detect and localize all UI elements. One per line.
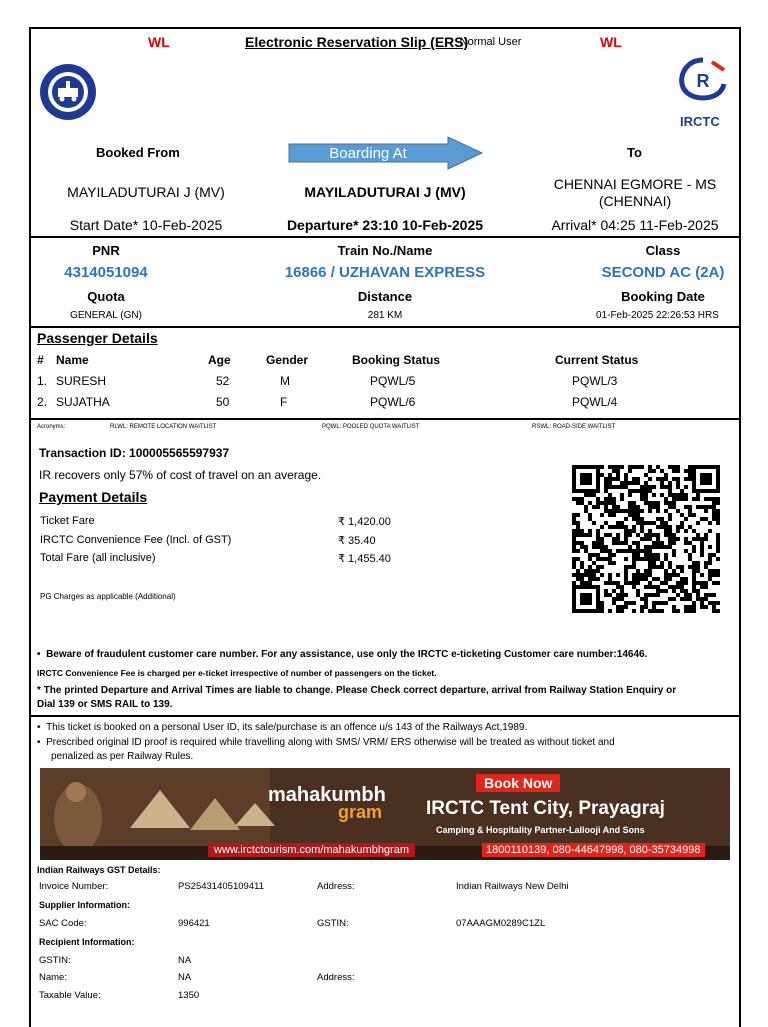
qr-module (640, 609, 644, 613)
qr-module (676, 529, 680, 533)
qr-module (692, 609, 696, 613)
taxable-value: 1350 (178, 990, 200, 1001)
qr-module (676, 537, 680, 541)
indian-railways-logo (38, 62, 98, 122)
qr-module (708, 521, 712, 525)
qr-module (708, 561, 712, 565)
recipient-name-label: Name: (39, 972, 67, 983)
qr-module (608, 609, 612, 613)
qr-module (704, 605, 708, 609)
booking-date-label: Booking Date (621, 289, 705, 304)
address-value: Indian Railways New Delhi (456, 881, 569, 892)
qr-module (648, 477, 652, 481)
divider (29, 326, 741, 328)
wl-left: WL (148, 34, 170, 50)
qr-module (596, 489, 600, 493)
class-label: Class (645, 243, 681, 258)
acronym-rswl: RSWL: ROAD-SIDE WAITLIST (532, 424, 616, 430)
qr-module (652, 485, 656, 489)
personal-id-notice (37, 722, 737, 733)
supplier-title: Supplier Information: (39, 900, 130, 910)
qr-module (684, 497, 688, 501)
qr-module (640, 465, 644, 469)
mahakumbh-banner[interactable] (40, 768, 730, 860)
qr-module (576, 513, 580, 517)
acronyms-label: Acronyms: (37, 424, 66, 430)
qr-module (648, 509, 652, 513)
qr-module (612, 553, 616, 557)
passenger-no: 1. (37, 374, 48, 388)
qr-module (668, 517, 672, 521)
passenger-name: SUJATHA (56, 395, 110, 409)
qr-module (624, 605, 628, 609)
qr-module (716, 557, 720, 561)
passenger-age: 50 (216, 395, 230, 409)
id-proof-notice (37, 737, 741, 748)
quota-value: GENERAL (GN) (70, 310, 142, 321)
passenger-name: SURESH (56, 374, 107, 388)
to-station-line2: (CHENNAI) (598, 193, 672, 209)
recipient-gstin-value: NA (178, 955, 192, 966)
qr-module (712, 593, 716, 597)
qr-module (704, 537, 708, 541)
start-date: Start Date* 10-Feb-2025 (69, 217, 223, 233)
qr-module (700, 573, 704, 577)
passenger-no: 2. (37, 395, 48, 409)
qr-module (680, 569, 684, 573)
passenger-booking-status: PQWL/5 (370, 374, 416, 388)
qr-module (716, 549, 720, 553)
qr-module (676, 469, 680, 473)
qr-module (696, 521, 700, 525)
convenience-notice: IRCTC Convenience Fee is charged per e-ticket irrespective of number of passengers on the ticket. (37, 668, 437, 678)
qr-module (624, 557, 628, 561)
acronym-rlwl: RLWL: REMOTE LOCATION WAITLIST (110, 424, 217, 430)
recipient-title: Recipient Information: (39, 937, 135, 947)
qr-module (628, 493, 632, 497)
banner-brand-line1: mahakumbh (268, 784, 386, 806)
banner-url-link[interactable]: www.irctctourism.com/mahakumbhgram (208, 843, 415, 857)
ticket-fare-label: Ticket Fare (40, 515, 95, 527)
qr-module (632, 609, 636, 613)
qr-module (600, 513, 604, 517)
qr-module (716, 501, 720, 505)
qr-module (612, 561, 616, 565)
qr-module (624, 593, 628, 597)
col-header-name: Name (56, 353, 89, 367)
qr-module (672, 553, 676, 557)
pnr-value: 4314051094 (64, 264, 148, 281)
col-header-gender: Gender (266, 353, 309, 367)
booking-date-value: 01-Feb-2025 22:26:53 HRS (596, 310, 719, 321)
qr-module (672, 541, 676, 545)
divider (29, 27, 741, 29)
qr-module (628, 533, 632, 537)
qr-module (668, 577, 672, 581)
qr-module (716, 521, 720, 525)
passenger-gender: M (280, 374, 290, 388)
page-title: Electronic Reservation Slip (ERS) (245, 34, 469, 50)
boarding-station: MAYILADUTURAI J (MV) (304, 184, 466, 200)
total-fare-label: Total Fare (all inclusive) (40, 552, 156, 564)
qr-module (620, 497, 624, 501)
qr-module (620, 609, 624, 613)
banner-headline: IRCTC Tent City, Prayagraj (426, 798, 665, 819)
qr-module (576, 549, 580, 553)
qr-module (596, 505, 600, 509)
qr-module (708, 545, 712, 549)
class-value: SECOND AC (2A) (601, 264, 725, 281)
qr-module (700, 553, 704, 557)
ticket-fare-value: ₹ 1,420.00 (338, 516, 391, 528)
qr-module (708, 529, 712, 533)
distance-value: 281 KM (367, 310, 403, 321)
distance-label: Distance (357, 289, 413, 304)
recovery-note: IR recovers only 57% of cost of travel on an average. (39, 468, 322, 482)
gstin-label: GSTIN: (317, 918, 349, 929)
qr-module (600, 525, 604, 529)
qr-module (684, 581, 688, 585)
qr-module (588, 533, 592, 537)
qr-module (716, 573, 720, 577)
address-label: Address: (317, 881, 355, 892)
qr-module (684, 485, 688, 489)
qr-module (640, 509, 644, 513)
qr-module (660, 609, 664, 613)
acronym-pqwl: PQWL: POOLED QUOTA WAITLIST (322, 424, 420, 430)
qr-module (596, 577, 600, 581)
qr-module (676, 609, 680, 613)
col-header-current-status: Current Status (555, 353, 639, 367)
convenience-fee-label: IRCTC Convenience Fee (Incl. of GST) (40, 534, 232, 546)
banner-subline: Camping & Hospitality Partner-Lallooji And Sons (436, 825, 645, 835)
book-now-button[interactable]: Book Now (476, 774, 560, 792)
qr-module (652, 469, 656, 473)
qr-module (588, 481, 592, 485)
convenience-fee-value: ₹ 35.40 (338, 535, 376, 547)
col-header-no: # (37, 353, 44, 367)
total-fare-value: ₹ 1,455.40 (338, 553, 391, 565)
qr-module (588, 601, 592, 605)
passenger-details-title: Passenger Details (37, 330, 158, 346)
taxable-label: Taxable Value: (39, 990, 101, 1001)
qr-module (592, 521, 596, 525)
qr-module (656, 509, 660, 513)
train-label: Train No./Name (337, 243, 433, 258)
fraud-notice-text: Beware of fraudulent customer care number. For any assistance, use only the IRCTC e-ticketing Customer care number:14646. (46, 649, 648, 660)
qr-module (716, 489, 720, 493)
train-value: 16866 / UZHAVAN EXPRESS (284, 264, 486, 281)
qr-module (716, 601, 720, 605)
bullet-icon: • (37, 737, 47, 748)
passenger-gender: F (280, 395, 288, 409)
recipient-name-value: NA (178, 972, 192, 983)
sac-label: SAC Code: (39, 918, 87, 929)
pnr-label: PNR (92, 243, 120, 258)
qr-module (624, 517, 628, 521)
sac-value: 996421 (178, 918, 210, 929)
to-station-line1: CHENNAI EGMORE - MS (553, 176, 717, 192)
qr-module (708, 481, 712, 485)
banner-brand-line2: gram (338, 802, 383, 822)
qr-module (704, 509, 708, 513)
wl-right: WL (600, 34, 622, 50)
banner-phones: 1800110139, 080-44647998, 080-35734998 (482, 843, 705, 857)
bullet-icon: • (37, 722, 47, 733)
irctc-logo-text: IRCTC (680, 114, 720, 129)
to-label: To (627, 145, 642, 160)
qr-module (600, 465, 604, 469)
divider (29, 715, 741, 717)
times-notice-line2: Dial 139 or SMS RAIL to 139. (37, 699, 173, 710)
qr-module (628, 469, 632, 473)
qr-module (716, 609, 720, 613)
departure: Departure* 23:10 10-Feb-2025 (286, 217, 484, 233)
personal-id-text: This ticket is booked on a personal User ID, its sale/purchase is an offence u/s 143 of the Railways Act,1989. (46, 722, 528, 733)
id-proof-notice-line2: penalized as per Railway Rules. (51, 751, 194, 762)
qr-module (620, 465, 624, 469)
col-header-age: Age (208, 353, 231, 367)
qr-module (600, 565, 604, 569)
qr-module (696, 497, 700, 501)
qr-module (716, 581, 720, 585)
qr-module (656, 593, 660, 597)
qr-module (684, 529, 688, 533)
qr-module (692, 513, 696, 517)
passenger-booking-status: PQWL/6 (370, 395, 416, 409)
gst-title: Indian Railways GST Details: (37, 865, 161, 875)
recipient-gstin-label: GSTIN: (39, 955, 71, 966)
times-notice-line1: * The printed Departure and Arrival Times are liable to change. Please Check correct departure, arrival from Railway Station Enquiry or (37, 685, 677, 696)
qr-module (600, 609, 604, 613)
qr-code (572, 465, 720, 617)
payment-details-title: Payment Details (39, 489, 148, 505)
divider (29, 236, 741, 238)
transaction-id: Transaction ID: 100005565597937 (39, 446, 230, 460)
title-suffix: -Normal User (456, 36, 522, 48)
qr-module (672, 597, 676, 601)
from-station: MAYILADUTURAI J (MV) (67, 184, 225, 200)
qr-module (704, 585, 708, 589)
qr-module (684, 517, 688, 521)
fraud-notice (37, 649, 737, 660)
svg-text:R: R (696, 71, 710, 91)
arrival: Arrival* 04:25 11-Feb-2025 (551, 217, 719, 233)
boarding-at-label: Boarding At (329, 145, 407, 162)
qr-module (612, 513, 616, 517)
booked-from-label: Booked From (96, 145, 180, 160)
qr-module (664, 601, 668, 605)
col-header-booking-status: Booking Status (352, 353, 441, 367)
passenger-current-status: PQWL/4 (572, 395, 618, 409)
id-proof-text: Prescribed original ID proof is required while travelling along with SMS/ VRM/ ERS otherwise will be treated as without ticket and (46, 737, 615, 748)
gstin-value: 07AAAGM0289C1ZL (456, 918, 546, 929)
passenger-current-status: PQWL/3 (572, 374, 618, 388)
passenger-age: 52 (216, 374, 230, 388)
pg-charges-note: PG Charges as applicable (Additional) (40, 592, 176, 601)
qr-module (632, 601, 636, 605)
quota-label: Quota (87, 289, 125, 304)
irctc-logo (672, 56, 734, 112)
qr-module (652, 493, 656, 497)
recipient-address-label: Address: (317, 972, 355, 983)
bullet-icon: • (37, 649, 47, 660)
divider (29, 418, 741, 420)
qr-module (600, 573, 604, 577)
invoice-value: PS25431405109411 (178, 881, 264, 892)
qr-module (692, 549, 696, 553)
invoice-label: Invoice Number: (39, 881, 109, 892)
qr-module (636, 581, 640, 585)
qr-module (616, 573, 620, 577)
qr-module (664, 589, 668, 593)
